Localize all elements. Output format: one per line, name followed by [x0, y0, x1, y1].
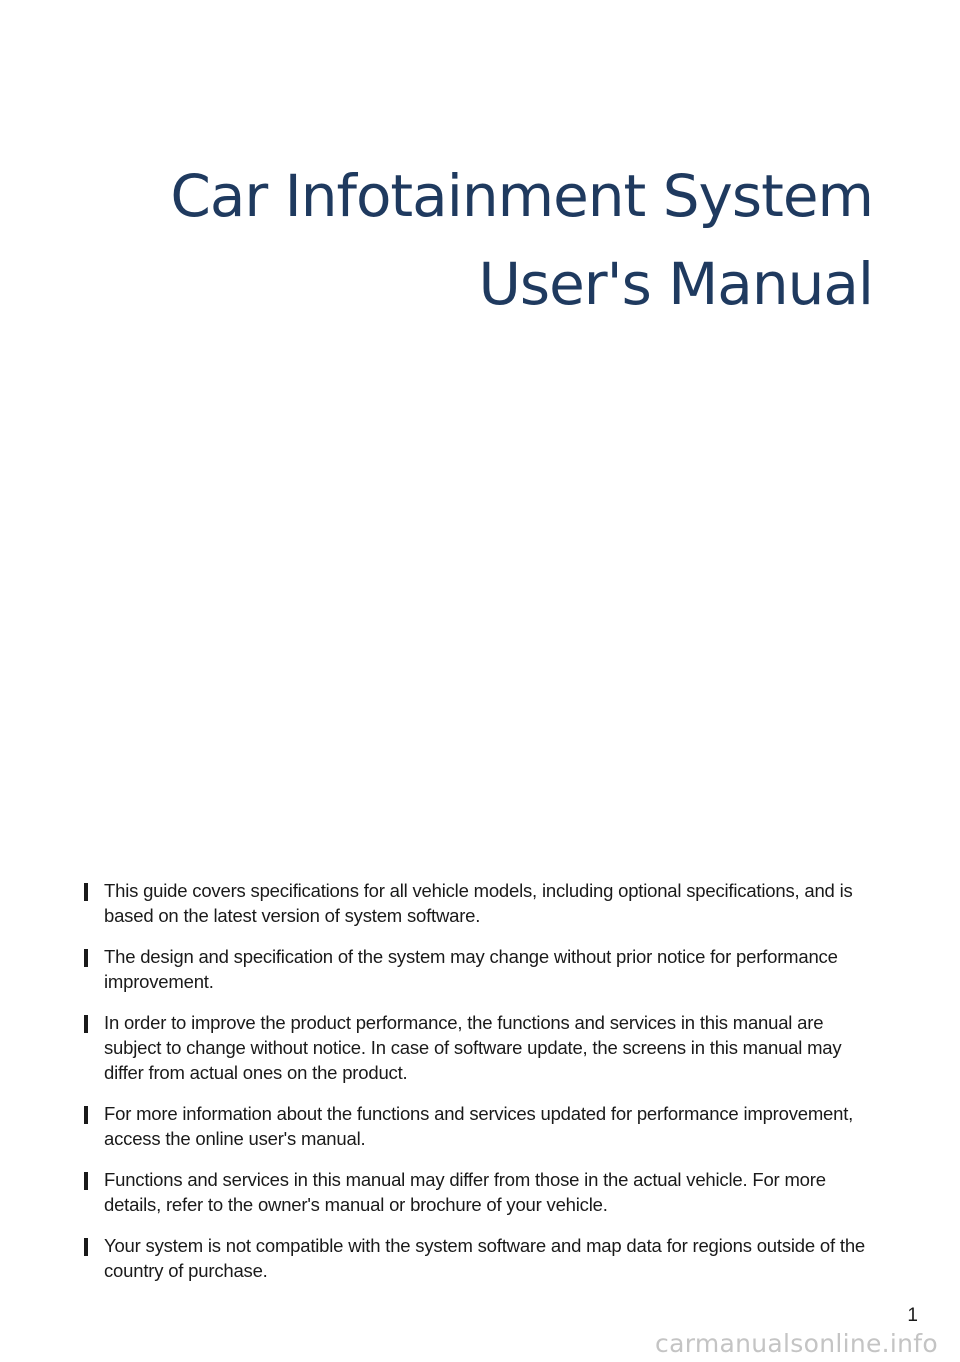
- notice-text: Functions and services in this manual may differ from those in the actual vehicle. For more details, refer to the owner's manual or brochure of your vehicle.: [104, 1169, 826, 1215]
- bullet-bar-icon: [84, 883, 88, 901]
- notice-item: [84, 944, 884, 994]
- title-line-1: Car Infotainment System: [170, 162, 873, 230]
- bullet-bar-icon: [84, 1015, 88, 1033]
- notice-text: The design and specification of the system may change without prior notice for performance improvement.: [104, 946, 838, 992]
- notice-list: [84, 878, 884, 1299]
- bullet-bar-icon: [84, 949, 88, 967]
- notice-item: [84, 1233, 884, 1283]
- notice-text: For more information about the functions and services updated for performance improvement, access the online user's manual.: [104, 1103, 854, 1149]
- notice-text: Your system is not compatible with the system software and map data for regions outside of the country of purchase.: [104, 1235, 866, 1281]
- notice-item: [84, 1010, 884, 1085]
- bullet-bar-icon: [84, 1238, 88, 1256]
- notice-item: [84, 1167, 884, 1217]
- bullet-bar-icon: [84, 1172, 88, 1190]
- title-line-2: User's Manual: [478, 250, 873, 318]
- watermark: carmanualsonline.info: [655, 1329, 938, 1358]
- notice-text: In order to improve the product performance, the functions and services in this manual are subject to change without notice. In case of software update, the screens in this manual may differ from actual ones on the product.: [104, 1012, 842, 1083]
- page-number: 1: [907, 1305, 918, 1326]
- notice-item: [84, 878, 884, 928]
- notice-item: [84, 1101, 884, 1151]
- document-title: [170, 152, 873, 328]
- bullet-bar-icon: [84, 1106, 88, 1124]
- notice-text: This guide covers specifications for all vehicle models, including optional specifications, and is based on the latest version of system software.: [104, 880, 853, 926]
